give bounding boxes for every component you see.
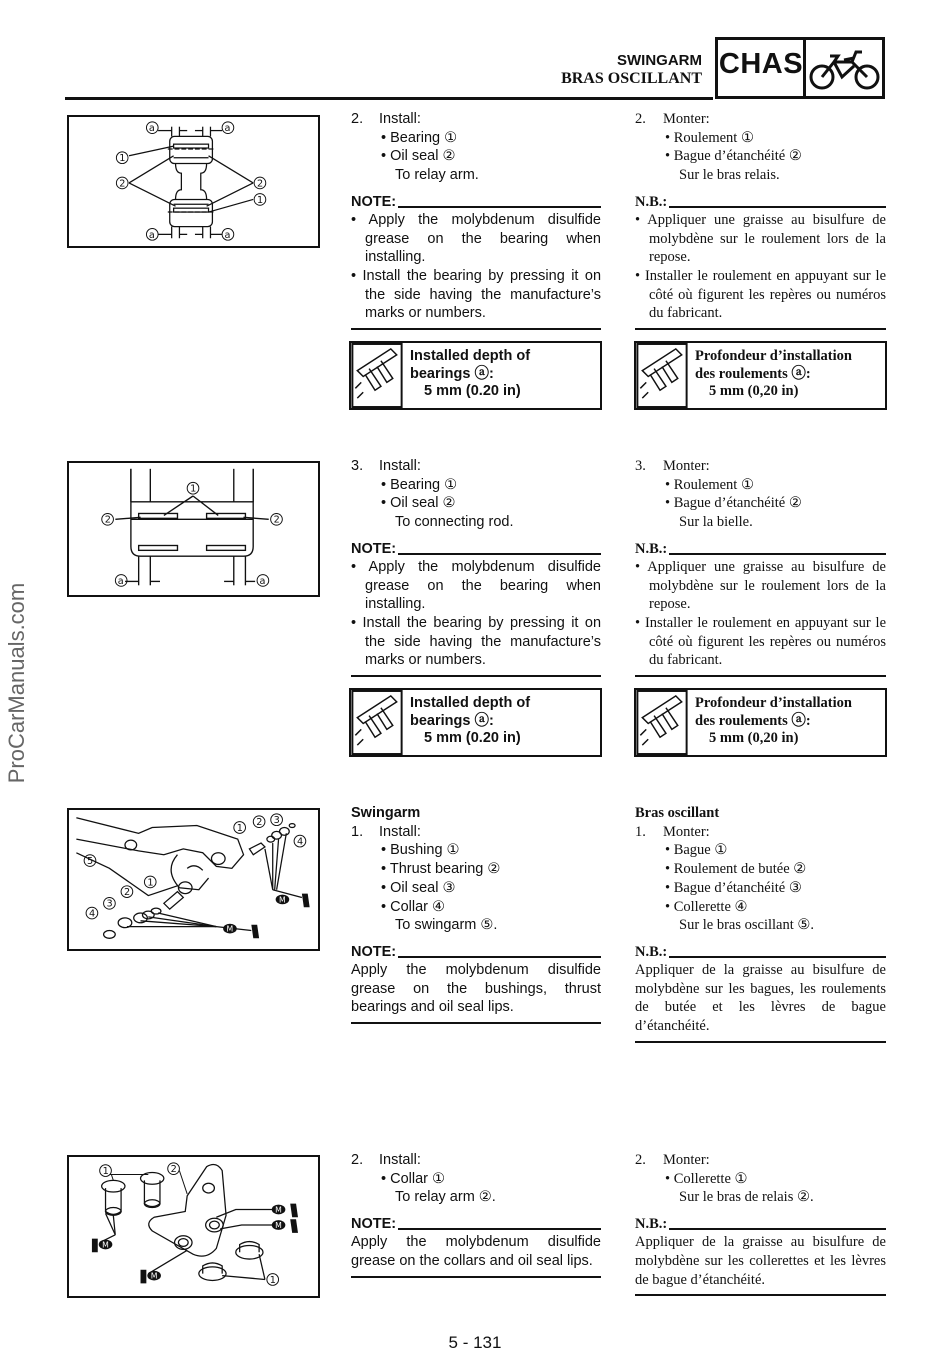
spec-value: 5 mm (0.20 in) (424, 730, 521, 746)
note-header: N.B.: (635, 193, 886, 211)
step-target: Sur le bras oscillant ⑤. (679, 917, 815, 934)
spec-line: des roulements ⓐ: (695, 365, 811, 382)
step-number: 2. (351, 1152, 364, 1168)
header-rule (65, 97, 713, 100)
list-item: • Collerette ④ (665, 898, 748, 915)
svg-text:a: a (117, 575, 124, 587)
step-label: Monter: (663, 458, 710, 474)
step-number: 2. (635, 111, 646, 127)
note-text: Apply the molybdenum disulfide grease on the collars and oil seal lips. (351, 1234, 601, 1269)
step-target: Sur le bras de relais ②. (679, 1189, 814, 1206)
note-text: Appliquer de la graisse au bisulfure de molybdène sur les collerettes et les lèvres de bague d’étanchéité. (635, 1234, 886, 1288)
svg-text:4: 4 (89, 908, 96, 920)
svg-text:1: 1 (257, 194, 264, 206)
list-item: • Roulement ① (665, 129, 754, 146)
note-header: NOTE: (351, 1215, 601, 1233)
list-item: • Oil seal ② (381, 148, 456, 165)
note-end-rule (635, 1041, 886, 1043)
spec-line: Profondeur d’installation (695, 348, 852, 364)
spec-box-en (349, 341, 602, 410)
note-end-rule (351, 1022, 601, 1024)
svg-text:a: a (259, 575, 266, 587)
svg-text:4: 4 (297, 836, 304, 848)
svg-text:M: M (279, 895, 286, 905)
spec-line: Installed depth of (410, 695, 531, 711)
svg-text:2: 2 (273, 514, 280, 526)
note-item: • Installer le roulement en appuyant sur le côté où figurent les repères ou numéros du fabricant. (635, 614, 887, 669)
note-item: • Installer le roulement en appuyant sur le côté où figurent les repères ou numéros du fabricant. (635, 267, 887, 322)
note-end-rule (351, 1276, 601, 1278)
note-item: • Appliquer une graisse au bisulfure de molybdène sur le roulement lors de la repose. (635, 558, 886, 613)
step-label: Monter: (663, 823, 710, 840)
step-target: To swingarm ⑤. (395, 917, 498, 934)
note-end-rule (351, 675, 601, 677)
step-number: 3. (635, 458, 646, 474)
list-item: • Oil seal ③ (381, 879, 456, 896)
section1-fr (635, 110, 886, 330)
svg-text:a: a (224, 229, 231, 241)
spec-line: bearings ⓐ: (410, 365, 494, 382)
list-item: • Bague d’étanchéité ② (665, 495, 802, 512)
step-label: Install: (379, 458, 421, 474)
section-heading: Swingarm (351, 805, 421, 821)
svg-text:1: 1 (236, 822, 243, 834)
svg-text:2: 2 (124, 887, 131, 899)
spec-line: bearings ⓐ: (410, 712, 494, 729)
step-label: Monter: (663, 1152, 710, 1168)
svg-text:5: 5 (87, 855, 94, 867)
list-item: • Collerette ① (665, 1170, 748, 1187)
spec-value: 5 mm (0.20 in) (424, 383, 521, 399)
figure-swingarm-assembly (67, 808, 320, 951)
step-target: Sur la bielle. (679, 514, 753, 531)
section1-en (351, 110, 601, 330)
motorcycle-icon (808, 44, 882, 94)
page-number: 5 - 131 (448, 1333, 502, 1352)
spec-box-fr (634, 341, 887, 410)
step-target: To relay arm ②. (395, 1189, 496, 1206)
svg-text:1: 1 (102, 1166, 109, 1178)
note-item: • Install the bearing by pressing it on the side having the manufacture’s marks or numbers. (351, 267, 602, 322)
note-end-rule (635, 675, 886, 677)
step-number: 1. (635, 823, 646, 840)
svg-text:M: M (102, 1240, 109, 1250)
spec-line: Profondeur d’installation (695, 695, 852, 711)
note-end-rule (635, 328, 886, 330)
note-header: NOTE: (351, 943, 601, 961)
step-label: Install: (379, 823, 421, 840)
svg-text:1: 1 (147, 877, 154, 889)
spec-value: 5 mm (0,20 in) (709, 730, 799, 746)
header-title-en: SWINGARM (617, 52, 702, 69)
caliper-icon (351, 343, 403, 408)
list-item: • Bague d’étanchéité ③ (665, 879, 802, 896)
caliper-icon (636, 690, 688, 755)
note-header: N.B.: (635, 1215, 886, 1233)
note-header: N.B.: (635, 540, 886, 558)
header-title-fr: BRAS OSCILLANT (561, 70, 702, 87)
section2-fr (635, 457, 886, 677)
svg-text:a: a (148, 123, 155, 135)
list-item: • Oil seal ② (381, 495, 456, 512)
list-item: • Bearing ① (381, 129, 458, 146)
svg-text:2: 2 (119, 178, 126, 190)
section4-fr (635, 1151, 886, 1296)
note-item: • Apply the molybdenum disulfide grease on the bearing when installing. (351, 211, 601, 266)
step-number: 3. (351, 458, 364, 474)
list-item: • Roulement de butée ② (665, 861, 807, 878)
svg-text:3: 3 (106, 898, 113, 910)
note-header: NOTE: (351, 193, 601, 211)
caliper-icon (351, 690, 403, 755)
spec-box-en (349, 688, 602, 757)
svg-text:1: 1 (119, 153, 126, 165)
list-item: • Thrust bearing ② (381, 861, 501, 878)
caliper-icon (636, 343, 688, 408)
figure-relay-arm-collars (67, 1155, 320, 1298)
note-item: • Appliquer une graisse au bisulfure de molybdène sur le roulement lors de la repose. (635, 211, 886, 266)
list-item: • Bague ① (665, 842, 728, 859)
svg-text:1: 1 (190, 483, 197, 495)
section-heading: Bras oscillant (635, 805, 720, 821)
step-label: Install: (379, 111, 421, 127)
note-item: • Install the bearing by pressing it on the side having the manufacture’s marks or numbers. (351, 614, 602, 669)
section2-en (351, 457, 601, 677)
spec-line: des roulements ⓐ: (695, 712, 811, 729)
svg-text:1: 1 (269, 1274, 276, 1286)
chapter-label: CHAS (718, 48, 804, 80)
svg-text:3: 3 (273, 815, 280, 827)
svg-text:a: a (148, 229, 155, 241)
note-header: N.B.: (635, 943, 886, 961)
list-item: • Bague d’étanchéité ② (665, 148, 802, 165)
svg-text:2: 2 (170, 1164, 177, 1176)
step-target: Sur le bras relais. (679, 167, 780, 184)
note-text: Apply the molybdenum disulfide grease on the bushings, thrust bearings and oil seal lips. (351, 961, 601, 1016)
step-target: To relay arm. (395, 167, 479, 184)
svg-text:M: M (275, 1220, 282, 1230)
spec-line: Installed depth of (410, 348, 531, 364)
svg-text:a: a (224, 123, 231, 135)
step-number: 2. (635, 1152, 646, 1168)
note-item: • Apply the molybdenum disulfide grease on the bearing when installing. (351, 558, 601, 613)
list-item: • Collar ① (381, 1170, 446, 1187)
chapter-box-divider (803, 37, 806, 99)
list-item: • Bearing ① (381, 476, 458, 493)
svg-text:2: 2 (257, 178, 264, 190)
svg-text:2: 2 (256, 817, 263, 829)
section3-fr (635, 804, 886, 1043)
watermark: ProCarManuals.com (4, 582, 29, 784)
list-item: • Collar ④ (381, 898, 446, 915)
section3-en (351, 804, 601, 1024)
list-item: • Roulement ① (665, 476, 754, 493)
step-number: 1. (351, 823, 364, 840)
note-header: NOTE: (351, 540, 601, 558)
note-end-rule (635, 1294, 886, 1296)
svg-text:M: M (275, 1205, 282, 1215)
spec-value: 5 mm (0,20 in) (709, 383, 799, 399)
svg-text:M: M (226, 924, 234, 934)
note-text: Appliquer de la graisse au bisulfure de molybdène sur les bagues, les roulements de butée et les lèvres de bague d’étanchéité. (635, 961, 886, 1035)
svg-text:M: M (150, 1271, 158, 1281)
figure-connecting-rod-bearings (67, 461, 320, 597)
step-number: 2. (351, 111, 364, 127)
section4-en (351, 1151, 601, 1278)
step-target: To connecting rod. (395, 514, 514, 531)
spec-box-fr (634, 688, 887, 757)
figure-relay-arm-bearings (67, 115, 320, 248)
list-item: • Bushing ① (381, 842, 460, 859)
step-label: Install: (379, 1152, 421, 1168)
note-end-rule (351, 328, 601, 330)
step-label: Monter: (663, 111, 710, 127)
svg-text:2: 2 (104, 514, 111, 526)
